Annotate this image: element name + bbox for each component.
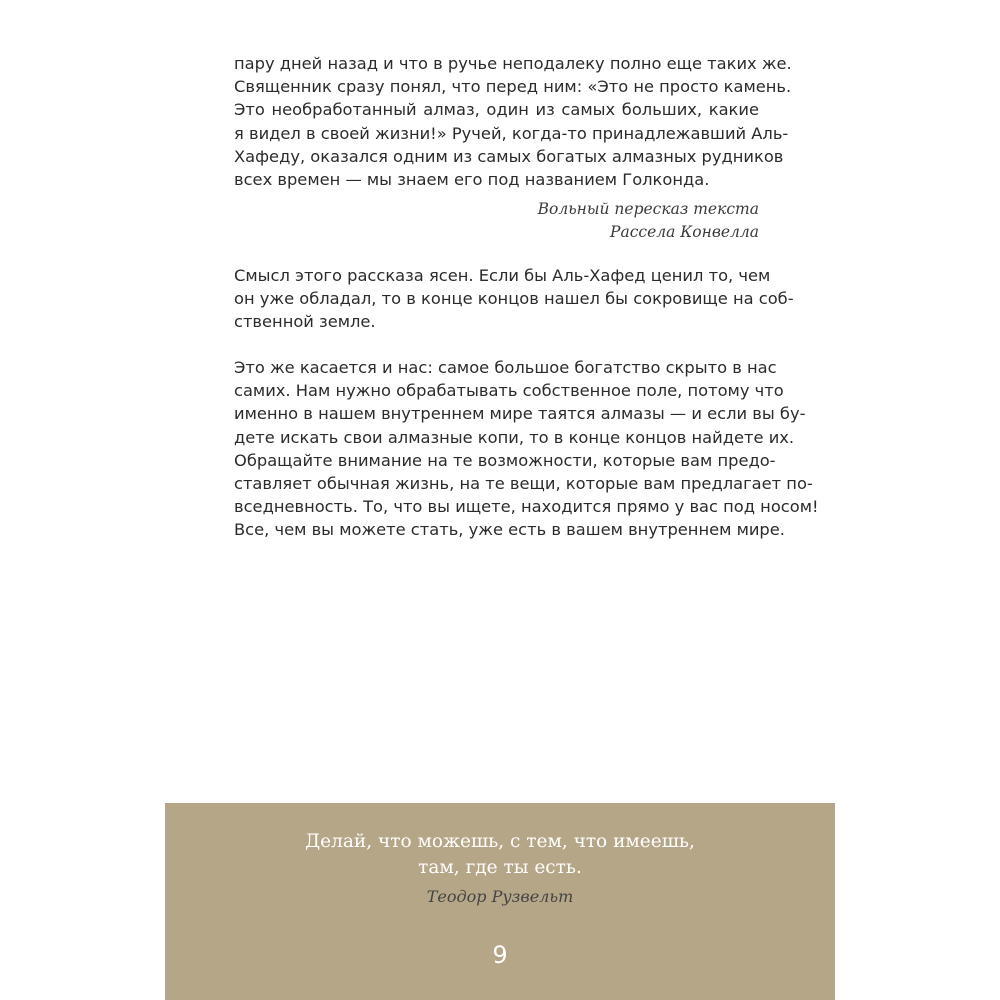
paragraph-line: он уже обладал, то в конце концов нашел бы сокровище на соб- — [234, 289, 794, 309]
page-number: 9 — [492, 941, 508, 969]
paragraph-line: ставляет обычная жизнь, на те вещи, которые вам предлагает по- — [234, 473, 813, 493]
paragraph-line: дете искать свои алмазные копи, то в конце концов найдете их. — [234, 427, 795, 447]
attribution-line-1: Вольный пересказ текста — [537, 200, 759, 218]
paragraph-line: Все, чем вы можете стать, уже есть в вашем внутреннем мире. — [234, 520, 785, 540]
attribution-line-2: Рассела Конвелла — [610, 223, 759, 242]
quote-author: Теодор Рузвельт — [426, 887, 574, 906]
quote-text — [165, 829, 835, 881]
quote-line-1: Делай, что можешь, с тем, что имеешь, — [305, 831, 695, 852]
story-attribution — [538, 198, 759, 244]
paragraph-line: Это же касается и нас: самое большое богатство скрыто в нас — [234, 358, 777, 377]
paragraph-line: всех времен — мы знаем его под названием Голконда. — [234, 169, 710, 189]
paragraph-line: вседневность. То, что вы ищете, находится прямо у вас под носом! — [234, 497, 819, 517]
quote-panel — [165, 803, 835, 1000]
paragraph-1 — [234, 52, 792, 191]
paragraph-2 — [234, 264, 794, 334]
paragraph-line: Смысл этого рассказа ясен. Если бы Аль-Хафед ценил то, чем — [234, 266, 771, 285]
paragraph-line: Хафеду, оказался одним из самых богатых алмазных рудников — [234, 146, 784, 166]
paragraph-line: я видел в своей жизни!» Ручей, когда-то принадлежавший Аль- — [234, 123, 789, 143]
paragraph-line: Обращайте внимание на те возможности, которые вам предо- — [234, 450, 776, 470]
paragraph-line: именно в нашем внутреннем мире таятся алмазы — и если вы бу- — [234, 404, 806, 424]
paragraph-3 — [234, 356, 819, 542]
paragraph-line: Священник сразу понял, что перед ним: «Это не просто камень. — [234, 77, 792, 97]
quote-line-2: там, где ты есть. — [418, 857, 582, 878]
paragraph-line: ственной земле. — [234, 312, 376, 332]
paragraph-line: самих. Нам нужно обрабатывать собственное поле, потому что — [234, 381, 784, 401]
paragraph-line: пару дней назад и что в ручье неподалеку полно еще таких же. — [234, 54, 792, 73]
paragraph-line: Это необработанный алмаз, один из самых больших, какие — [234, 100, 759, 120]
